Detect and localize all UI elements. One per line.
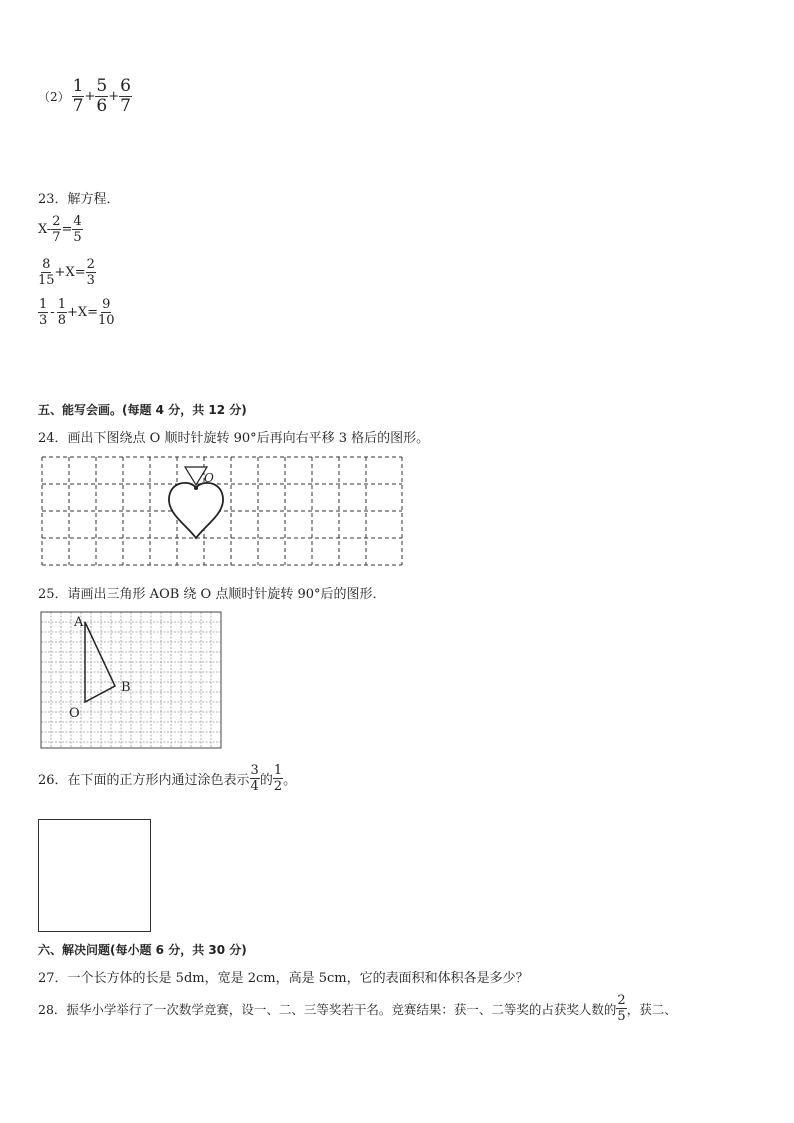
q23-equation-2: $\frac{8}{15}$ +X= $\frac{2}{3}$ <box>38 257 95 288</box>
vertex-b-label: B <box>121 680 131 695</box>
fraction: $\frac{1}{2}$ <box>273 763 283 794</box>
vertex-o-label: O <box>69 706 80 721</box>
fraction: $\frac{6}{7}$ <box>120 76 131 116</box>
fraction: $\frac{5}{6}$ <box>96 76 108 116</box>
fraction: $\frac{9}{10}$ <box>98 297 115 328</box>
fraction: $\frac{2}{3}$ <box>86 257 95 288</box>
q22-part2: （2） $\frac{1}{7}$ + $\frac{5}{6}$ + $\frac{6}{7}$ <box>38 76 131 116</box>
q24-dashed-grid <box>40 455 404 567</box>
point-o-label: O <box>204 471 214 485</box>
q22-part2-label: （2） <box>38 90 70 104</box>
q23-equation-1: X- $\frac{2}{7}$ = $\frac{4}{5}$ <box>38 214 82 245</box>
q25-text: 25．请画出三角形 AOB 绕 O 点顺时针旋转 90°后的图形． <box>38 587 386 602</box>
q27-text: 27．一个长方体的长是 5dm，宽是 2cm，高是 5cm，它的表面积和体积各是多少？ <box>38 971 529 986</box>
q23-equation-3: $\frac{1}{3}$ - $\frac{1}{8}$ +X= $\frac{9}{10}$ <box>39 297 115 328</box>
fraction: $\frac{3}{4}$ <box>250 763 259 794</box>
triangle-aob <box>85 622 115 702</box>
section-5-title: 五、能写会画。(每题 4 分，共 12 分) <box>38 403 247 417</box>
shading-square[interactable] <box>38 819 151 932</box>
fraction: $\frac{8}{15}$ <box>38 257 55 288</box>
q24-text: 24．画出下图绕点 O 顺时针旋转 90°后再向右平移 3 格后的图形。 <box>38 431 430 446</box>
fraction: $\frac{1}{7}$ <box>72 76 84 116</box>
section-6-title: 六、解决问题(每小题 6 分，共 30 分) <box>38 943 247 957</box>
q23-title: 23．解方程． <box>38 192 120 207</box>
q28-text: 28．振华小学举行了一次数学竞赛，设一、二、三等奖若干名。竞赛结果：获一、二等奖的占获奖人数的 $\frac{2}{5}$ ，获二、 <box>38 993 677 1024</box>
q25-grid <box>40 611 222 749</box>
q26-text: 26．在下面的正方形内通过涂色表示 $\frac{3}{4}$ 的 $\frac{1}{2}$ 。 <box>38 763 297 794</box>
fraction: $\frac{4}{5}$ <box>73 214 82 245</box>
fraction: $\frac{2}{7}$ <box>52 214 61 245</box>
vertex-a-label: A <box>74 615 84 630</box>
fraction: $\frac{1}{8}$ <box>57 297 66 328</box>
fraction: $\frac{1}{3}$ <box>39 297 48 328</box>
fraction: $\frac{2}{5}$ <box>617 993 626 1024</box>
point-o <box>194 486 198 490</box>
